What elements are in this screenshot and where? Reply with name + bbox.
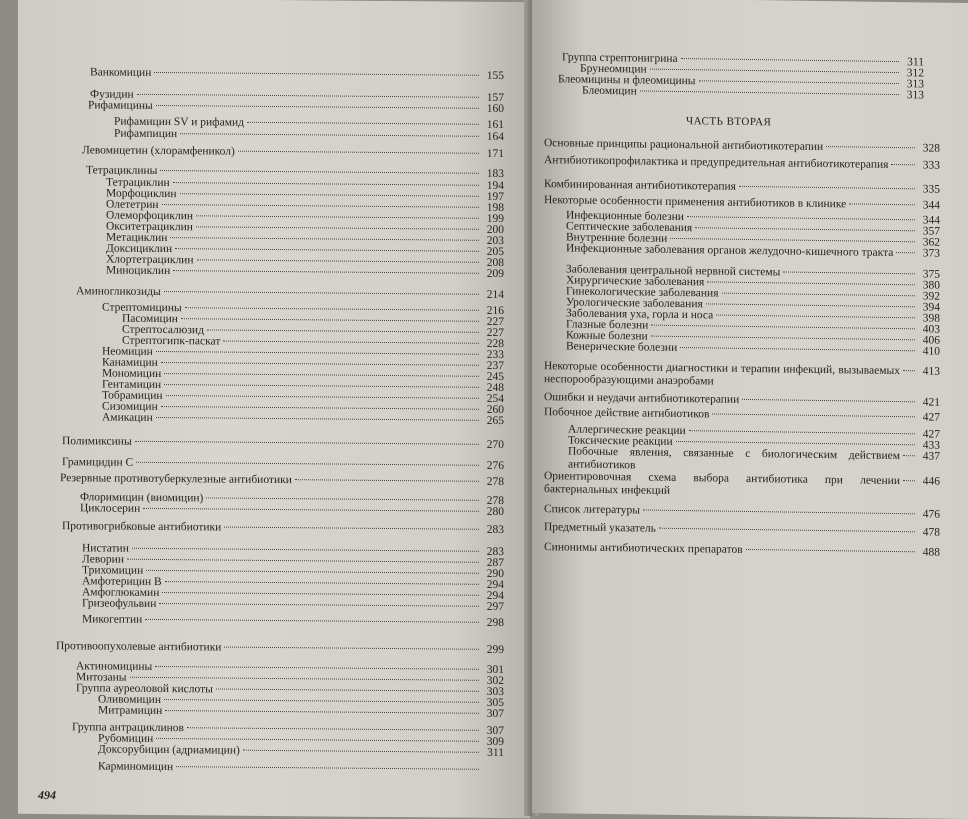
dot-leader [746, 549, 915, 552]
left-toc-entry-page-number: 233 [482, 349, 504, 362]
left-toc-entry-page-number: 303 [482, 686, 504, 699]
left-toc-entry-page-number: 283 [482, 524, 504, 537]
dot-leader [173, 270, 479, 274]
right-toc-list [532, 0, 968, 3]
left-toc-entry-page-number: 227 [482, 316, 504, 329]
left-toc-entry-page-number: 307 [482, 725, 504, 738]
right-toc-entry-page-number: 344 [918, 199, 940, 212]
left-toc-entry-page-number: 155 [482, 70, 504, 83]
right-toc-entry-title: Глазные болезни [566, 318, 648, 332]
left-toc-entry-page-number: 278 [482, 495, 504, 508]
left-toc-entry-title: Олететрин [106, 199, 159, 212]
right-toc-entry-title: Побочное действие антибиотиков [544, 406, 709, 421]
dot-leader [680, 347, 915, 351]
dot-leader [826, 146, 915, 148]
right-toc-top-entry-page-number: 312 [902, 67, 924, 80]
right-toc-entry-page-number: 437 [918, 450, 940, 463]
left-toc-entry-page-number: 278 [482, 476, 504, 489]
right-toc-entry-page-number: 335 [918, 183, 940, 196]
right-toc-top-entry-page-number: 313 [902, 78, 924, 91]
left-toc-entry-title: Доксициклин [106, 243, 172, 257]
right-toc-entry-page-number: 406 [918, 334, 940, 347]
dot-leader [176, 766, 479, 770]
right-toc-entry [544, 521, 940, 540]
left-toc-entry-title: Метациклин [106, 232, 167, 246]
dot-leader [903, 455, 915, 456]
left-toc-entry-page-number: 245 [482, 371, 504, 384]
right-toc-entry-title: Ошибки и неудачи антибиотикотерапии [544, 391, 739, 407]
left-toc-entry-title: Ванкомицин [90, 66, 151, 80]
right-toc-entry [544, 137, 940, 156]
left-toc-entry-page-number: 276 [482, 460, 504, 473]
dot-leader [187, 727, 479, 731]
left-toc-entry-title: Леворин [82, 553, 124, 566]
left-toc-entry-title: Левомицетин (хлорамфеникол) [82, 144, 235, 158]
dot-leader [707, 281, 915, 285]
dot-leader [903, 480, 915, 481]
dot-leader [238, 151, 479, 154]
right-toc-entry-page-number: 421 [918, 396, 940, 409]
right-toc-entry-title: Инфекционные заболевания органов желудочно-кишечного тракта [566, 242, 893, 260]
right-toc-entry-title: Заболевания центральной нервной системы [566, 263, 780, 279]
dot-leader [136, 462, 479, 466]
right-toc-entry-title: Кожные болезни [566, 329, 648, 343]
left-toc-entry-title: Хлортетрациклин [106, 254, 194, 268]
left-toc-entry-page-number: 248 [482, 382, 504, 395]
left-toc-entry-page-number: 299 [482, 644, 504, 657]
left-toc-entry-page-number: 183 [482, 168, 504, 181]
dot-leader [197, 259, 480, 262]
dot-leader [295, 479, 479, 482]
dot-leader [156, 351, 479, 355]
dot-leader [130, 677, 479, 681]
left-toc-entry-title: Доксорубицин (адриамицин) [98, 743, 240, 757]
dot-leader [156, 417, 479, 421]
right-toc-entry-title: Урологические заболевания [566, 296, 703, 311]
left-toc-entry-title: Митрамицин [98, 704, 162, 718]
dot-leader [783, 271, 915, 274]
left-toc-entry [56, 640, 504, 657]
dot-leader [659, 528, 915, 533]
right-toc-entry-page-number: 357 [918, 225, 940, 238]
dot-leader [175, 248, 479, 252]
dot-leader [224, 527, 479, 530]
right-toc-entry-title: Предметный указатель [544, 521, 656, 536]
right-toc-entry-page-number: 410 [918, 345, 940, 358]
dot-leader [155, 666, 479, 670]
left-toc-entry-title: Рубомицин [98, 732, 153, 745]
left-toc-entry [60, 472, 504, 489]
dot-leader [651, 336, 915, 341]
dot-leader [164, 384, 479, 388]
dot-leader [896, 252, 915, 253]
left-toc-entry-title: Трихомицин [82, 564, 143, 578]
left-toc-entry [62, 520, 504, 537]
right-toc-entry-page-number: 398 [918, 312, 940, 325]
right-toc-top-entry-title: Блеомицин [582, 85, 637, 99]
left-toc-entry-page-number: 157 [482, 92, 504, 105]
right-toc-top-entry-page-number: 311 [902, 56, 924, 69]
left-toc-entry [102, 411, 504, 428]
right-toc-entry-page-number: 476 [918, 508, 940, 521]
left-toc-entry-title: Полимиксины [62, 435, 132, 449]
left-toc-entry-title: Морфоциклин [106, 188, 177, 202]
dot-leader [164, 373, 479, 377]
left-toc-entry-title: Рифамицин SV и рифамид [114, 116, 244, 130]
left-toc-entry-page-number: 294 [482, 579, 504, 592]
dot-leader [643, 510, 915, 515]
left-toc-entry-page-number: 280 [482, 506, 504, 519]
right-toc-top-list [532, 0, 968, 3]
dot-leader [161, 362, 479, 366]
right-toc-entry-title: Антибиотикопрофилактика и предупредительная антибиотикотерапия [544, 154, 888, 172]
left-toc-entry-title: Тобрамицин [102, 389, 163, 403]
left-toc-entry-page-number: 216 [482, 305, 504, 318]
left-toc-entry-title: Окситетрациклин [106, 221, 193, 235]
dot-leader [181, 318, 479, 322]
right-toc-entry [544, 154, 940, 173]
left-toc-entry-page-number: 298 [482, 617, 504, 630]
dot-leader [127, 559, 479, 563]
left-toc-entry [98, 760, 504, 777]
right-toc-entry-page-number: 333 [918, 159, 940, 172]
right-toc-top-entry-title: Группа стрептонигрина [562, 51, 678, 66]
left-toc-entry-title: Тетрациклин [106, 177, 170, 191]
right-toc-entry-page-number: 328 [918, 142, 940, 155]
right-toc-entry-page-number: 488 [918, 546, 940, 559]
dot-leader [137, 94, 479, 98]
dot-leader [143, 508, 479, 512]
left-page [18, 0, 530, 818]
left-toc-entry-page-number: 237 [482, 360, 504, 373]
right-toc-entry-page-number: 362 [918, 236, 940, 249]
section-heading: ЧАСТЬ ВТОРАЯ [686, 115, 771, 128]
dot-leader [207, 329, 479, 332]
left-toc-entry-title: Резервные противотуберкулезные антибиотики [60, 472, 292, 487]
left-toc-entry-page-number: 164 [482, 131, 504, 144]
left-toc-entry-title: Циклосерин [80, 502, 140, 516]
left-toc-entry [80, 502, 504, 519]
dot-leader [196, 215, 479, 218]
right-toc-entry-page-number: 394 [918, 301, 940, 314]
right-toc-entry-title: Токсические реакции [568, 434, 673, 448]
left-toc-entry-page-number: 208 [482, 257, 504, 270]
left-toc-entry-page-number: 311 [482, 747, 504, 760]
left-toc-entry-page-number: 209 [482, 268, 504, 281]
dot-leader [216, 688, 479, 691]
dot-leader [165, 581, 479, 585]
left-toc-entry-page-number: 203 [482, 235, 504, 248]
right-toc-entry [544, 406, 940, 425]
right-toc-entry-page-number: 375 [918, 268, 940, 281]
left-toc-entry-title: Канамицин [102, 356, 158, 369]
left-toc-entry-title: Фузидин [90, 88, 134, 101]
left-toc-entry-title: Противоопухолевые антибиотики [56, 640, 221, 654]
left-toc-entry-page-number: 171 [482, 148, 504, 161]
dot-leader [699, 80, 899, 84]
left-toc-entry-page-number: 200 [482, 224, 504, 237]
dot-leader [706, 303, 915, 307]
right-toc-entry [544, 360, 940, 392]
left-toc-entry-page-number: 160 [482, 103, 504, 116]
left-toc-entry [62, 456, 504, 473]
left-toc-entry-page-number: 307 [482, 708, 504, 721]
left-toc-entry-page-number: 194 [482, 180, 504, 193]
left-toc-entry-page-number: 270 [482, 439, 504, 452]
dot-leader [135, 441, 479, 445]
left-toc-entry [98, 704, 504, 721]
right-toc-entry-title: Основные принципы рациональной антибиотикотерапии [544, 137, 823, 154]
right-toc-top-entry-title: Блеомицины и флеомицины [558, 73, 696, 88]
right-toc-entry-page-number: 392 [918, 290, 940, 303]
left-toc-entry-title: Карминомицин [98, 760, 173, 774]
left-toc-entry-page-number: 199 [482, 213, 504, 226]
dot-leader [206, 497, 479, 500]
right-toc-entry-title: Инфекционные болезни [566, 209, 684, 224]
right-toc-top-entry-title: Брунеомицин [580, 63, 647, 77]
left-toc-entry-page-number: 260 [482, 404, 504, 417]
left-toc-entry-page-number: 214 [482, 289, 504, 302]
dot-leader [739, 186, 915, 189]
dot-leader [650, 69, 899, 73]
dot-leader [670, 238, 915, 242]
left-toc-entry-title: Гентамицин [102, 378, 161, 392]
right-toc-entry-page-number: 427 [918, 411, 940, 424]
left-toc-entry-page-number: 294 [482, 590, 504, 603]
left-toc-entry-title: Микогептин [82, 613, 142, 627]
left-toc-entry-title: Стрептогипк-паскат [122, 335, 220, 349]
right-toc-entry-title: Список литературы [544, 503, 640, 517]
left-toc-entry [90, 66, 504, 83]
right-toc-entry-title: Заболевания уха, горла и носа [566, 307, 713, 322]
left-toc-entry [114, 128, 504, 144]
dot-leader [159, 603, 479, 607]
left-toc-entry-title: Мономицин [102, 367, 161, 381]
dot-leader [170, 237, 479, 241]
right-toc-entry-title: Побочные явления, связанные с биологическим действием антибиотиков [568, 445, 900, 476]
right-toc-entry-title: Аллергические реакции [568, 423, 686, 438]
dot-leader [165, 710, 479, 714]
dot-leader [160, 170, 479, 174]
right-toc-entry-page-number: 403 [918, 323, 940, 336]
dot-leader [651, 325, 915, 330]
dot-leader [247, 122, 479, 125]
left-toc-entry-page-number: 198 [482, 202, 504, 215]
dot-leader [716, 315, 915, 319]
left-toc-entry [62, 435, 504, 452]
left-toc-entry-title: Группа ауреоловой кислоты [76, 682, 213, 696]
left-toc-entry-page-number: 301 [482, 664, 504, 677]
left-toc-entry-title: Противогрибковые антибиотики [62, 520, 221, 534]
dot-leader [687, 216, 915, 220]
left-toc-list [18, 0, 530, 2]
right-toc-entry-title: Хирургические заболевания [566, 274, 704, 289]
right-toc-entry-title: Комбинированная антибиотикотерапия [544, 178, 736, 194]
left-toc-entry-title: Стрептосалюзид [122, 324, 204, 338]
left-toc-entry-page-number: 197 [482, 191, 504, 204]
dot-leader [180, 133, 479, 137]
left-toc-entry-title: Пасомицин [122, 313, 178, 326]
left-toc-entry-title: Актиномицины [76, 660, 152, 674]
dot-leader [676, 441, 915, 445]
left-toc-entry-page-number: 254 [482, 393, 504, 406]
left-toc-entry-title: Рифампицин [114, 128, 177, 142]
dot-leader [156, 738, 479, 742]
dot-leader [161, 406, 479, 410]
right-toc-entry-page-number: 413 [918, 365, 940, 378]
left-toc-entry-page-number: 205 [482, 246, 504, 259]
dot-leader [166, 395, 479, 399]
right-toc-entry-title: Некоторые особенности применения антибиотиков в клинике [544, 194, 846, 211]
left-toc-entry-title: Олеморфоциклин [106, 210, 193, 224]
left-toc-entry-page-number: 227 [482, 327, 504, 340]
right-toc-entry-title: Ориентировочная схема выбора антибиотика при лечении бактериальных инфекций [544, 470, 900, 501]
right-toc-entry-title: Септические заболевания [566, 220, 692, 235]
right-page [532, 0, 968, 819]
dot-leader [722, 293, 915, 297]
left-toc-entry-page-number: 290 [482, 568, 504, 581]
left-toc-entry-title: Неомицин [102, 345, 153, 358]
dot-leader [223, 341, 479, 344]
right-toc-entry-page-number: 433 [918, 439, 940, 452]
left-toc-entry-title: Амфотерицин В [82, 575, 162, 589]
right-toc-entry-page-number: 380 [918, 279, 940, 292]
left-toc-entry-title: Митозаны [76, 671, 127, 684]
left-toc-entry-title: Тетрациклины [86, 164, 157, 178]
right-toc-entry-page-number: 344 [918, 214, 940, 227]
dot-leader [180, 193, 479, 197]
dot-leader [640, 90, 899, 95]
dot-leader [185, 307, 479, 311]
left-toc-entry-title: Стрептомицины [102, 301, 182, 315]
left-toc-entry [76, 285, 504, 302]
left-toc-entry-title: Группа антрациклинов [72, 721, 184, 735]
left-toc-entry-title: Рифамицины [88, 99, 153, 113]
left-toc-entry-page-number: 309 [482, 736, 504, 749]
dot-leader [891, 164, 915, 165]
dot-leader [164, 291, 479, 295]
left-toc-entry [88, 99, 504, 116]
left-toc-entry-title: Амикацин [102, 411, 153, 424]
dot-leader [196, 226, 479, 229]
dot-leader [742, 399, 915, 402]
left-page-number: 494 [38, 788, 56, 803]
left-toc-entry-page-number: 265 [482, 415, 504, 428]
dot-leader [224, 647, 479, 650]
dot-leader [164, 699, 479, 703]
right-toc-entry [544, 503, 940, 522]
right-toc-top-entry-page-number: 313 [902, 89, 924, 102]
right-toc-entry-page-number: 427 [918, 428, 940, 441]
dot-leader [243, 750, 479, 753]
left-toc-entry [106, 265, 504, 281]
left-toc-entry-page-number: 297 [482, 601, 504, 614]
right-toc-entry-title: Синонимы антибиотических препаратов [544, 541, 743, 557]
left-toc-entry [82, 613, 504, 630]
right-toc-entry-title: Гинекологические заболевания [566, 285, 719, 300]
left-toc-entry-title: Миноциклин [106, 265, 170, 279]
left-toc-entry-title: Гризеофульвин [82, 597, 156, 611]
dot-leader [162, 204, 479, 208]
right-toc-entry-title: Внутренние болезни [566, 231, 667, 245]
dot-leader [156, 105, 479, 109]
left-toc-entry-page-number: 283 [482, 546, 504, 559]
left-toc-entry-title: Грамицидин С [62, 456, 133, 470]
left-toc-entry-title: Флоримицин (виомицин) [80, 491, 203, 505]
dot-leader [681, 58, 899, 62]
left-toc-entry [98, 743, 504, 760]
dot-leader [145, 619, 479, 623]
left-toc-entry-title: Амфоглюкамин [82, 586, 159, 600]
dot-leader [903, 370, 915, 371]
left-toc-entry-page-number: 302 [482, 675, 504, 688]
left-toc-entry [82, 597, 504, 614]
dot-leader [154, 72, 479, 76]
left-toc-entry [82, 144, 504, 161]
dot-leader [146, 570, 479, 574]
dot-leader [162, 592, 479, 596]
right-toc-entry-page-number: 446 [918, 475, 940, 488]
right-toc-entry [544, 541, 940, 560]
left-toc-entry-title: Аминогликозиды [76, 285, 161, 299]
right-toc-entry-title: Некоторые особенности диагностики и терапии инфекций, вызываемых неспорообразующими анаэробами [544, 360, 900, 391]
left-toc-entry-title: Нистатин [82, 542, 129, 555]
left-toc-entry-page-number: 305 [482, 697, 504, 710]
right-toc-entry-page-number: 478 [918, 526, 940, 539]
right-toc-entry-page-number: 373 [918, 247, 940, 260]
dot-leader [173, 182, 479, 186]
right-toc-entry [544, 470, 940, 502]
left-toc-entry-title: Сизомицин [102, 400, 158, 413]
left-toc-entry-page-number: 287 [482, 557, 504, 570]
left-toc-entry-title: Оливомицин [98, 693, 161, 707]
dot-leader [712, 413, 915, 417]
right-toc-entry [544, 178, 940, 197]
left-toc-entry-page-number: 161 [482, 119, 504, 132]
dot-leader [849, 203, 915, 205]
left-toc-entry-page-number: 228 [482, 338, 504, 351]
dot-leader [695, 227, 915, 231]
right-toc-entry-title: Венерические болезни [566, 340, 677, 355]
dot-leader [132, 548, 479, 552]
dot-leader [689, 430, 915, 434]
